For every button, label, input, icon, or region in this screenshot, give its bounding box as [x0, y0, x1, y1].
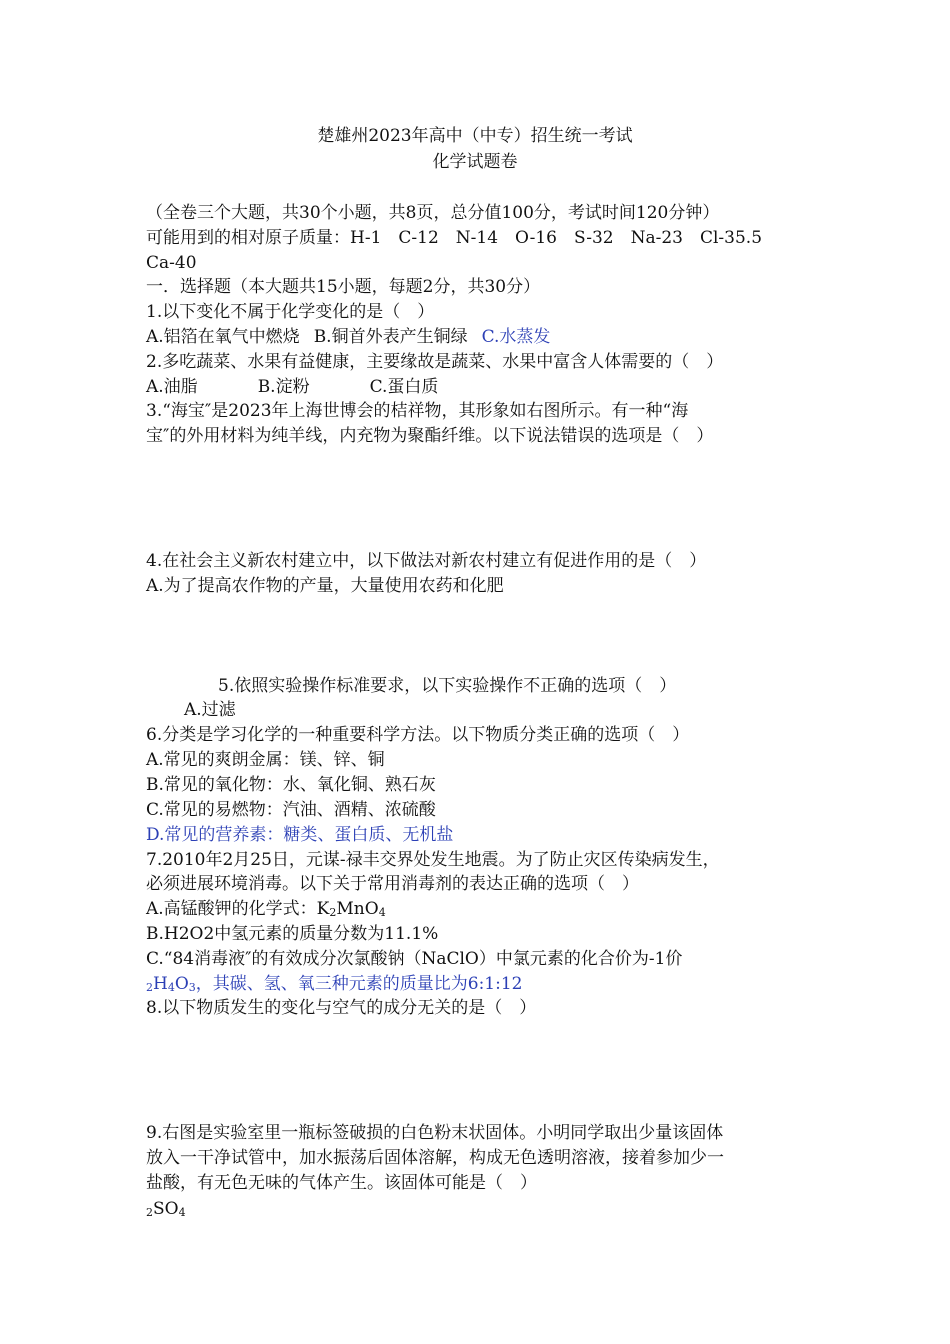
question-4-stem: 4.在社会主义新农村建立中，以下做法对新农村建立有促进作用的是（ ） — [146, 551, 707, 571]
exam-subtitle: 化学试题卷 — [432, 152, 518, 172]
question-7-option-d: $_2H_4O_3$，其碳、氢、氧三种元素的质量比为6:1:12 — [146, 974, 523, 994]
question-4-option-a: A.为了提高农作物的产量，大量使用农药和化肥 — [146, 576, 504, 596]
question-1-option-b: B.铜首外表产生铜绿 — [313, 327, 468, 347]
question-9-stem-line-1: 9.右图是实验室里一瓶标签破损的白色粉末状固体。小明同学取出少量该固体 — [146, 1123, 724, 1143]
question-7-option-a: A.高锰酸钾的化学式：$K_2MnO_4$ — [146, 899, 386, 919]
question-9-stem-line-2: 放入一干净试管中，加水振荡后固体溶解，构成无色透明溶液，接着参加少一 — [146, 1148, 724, 1168]
question-6-option-a: A.常见的爽朗金属：镁、锌、铜 — [146, 750, 385, 770]
atomic-mass-line-1: 可能用到的相对原子质量：H-1 C-12 N-14 O-16 S-32 Na-23 Cl-35.5 — [146, 228, 763, 248]
question-6-option-c: C.常见的易燃物：汽油、酒精、浓硫酸 — [146, 800, 436, 820]
question-3-stem-line-1: 3.“海宝″是2023年上海世博会的桔祥物，其形象如右图所示。有一种“海 — [146, 401, 689, 421]
exam-title: 楚雄州2023年高中（中专）招生统一考试 — [317, 126, 633, 146]
question-7-stem-line-1: 7.2010年2月25日，元谋-禄丰交界处发生地震。为了防止灾区传染病发生， — [146, 850, 720, 870]
question-8-stem: 8.以下物质发生的变化与空气的成分无关的是（ ） — [146, 998, 537, 1018]
question-9-option-fragment: $_2SO_4$ — [146, 1199, 186, 1219]
exam-info: （全卷三个大题，共30个小题，共8页，总分值100分，考试时间120分钟） — [146, 203, 720, 223]
question-6-option-b: B.常见的氧化物：水、氧化铜、熟石灰 — [146, 775, 436, 795]
question-2-options — [146, 375, 438, 399]
question-1-option-c: C.水蒸发 — [481, 327, 551, 347]
question-7-stem-line-2: 必须进展环境消毒。以下关于常用消毒剂的表达正确的选项（ ） — [146, 874, 639, 894]
question-7-option-c: C.“84消毒液″的有效成分次氯酸钠（NaClO）中氯元素的化合价为-1价 — [146, 949, 683, 969]
question-2-stem: 2.多吃蔬菜、水果有益健康，主要缘故是蔬菜、水果中富含人体需要的（ ） — [146, 352, 724, 372]
question-1-stem: 1.以下变化不属于化学变化的是（ ） — [146, 302, 435, 322]
question-1-options — [146, 325, 550, 349]
question-5-option-a: A.过滤 — [184, 700, 236, 720]
atomic-mass-line-2: Ca-40 — [146, 253, 197, 273]
question-3-stem-line-2: 宝″的外用材料为纯羊线，内充物为聚酯纤维。以下说法错误的选项是（ ） — [146, 426, 714, 446]
question-2-option-a: A.油脂 — [146, 377, 198, 397]
section-heading: 一．选择题（本大题共15小题，每题2分，共30分） — [146, 277, 541, 297]
question-5-stem: 5.依照实验操作标准要求，以下实验操作不正确的选项（ ） — [218, 676, 677, 696]
question-6-stem: 6.分类是学习化学的一种重要科学方法。以下物质分类正确的选项（ ） — [146, 725, 690, 745]
question-7-option-b: B.H2O2中氢元素的质量分数为11.1% — [146, 924, 439, 944]
question-1-option-a: A.铝箔在氧气中燃烧 — [146, 327, 300, 347]
question-9-stem-line-3: 盐酸，有无色无味的气体产生。该固体可能是（ ） — [146, 1173, 537, 1193]
question-6-option-d: D.常见的营养素：糖类、蛋白质、无机盐 — [146, 825, 454, 845]
question-2-option-b: B.淀粉 — [257, 377, 310, 397]
question-2-option-c: C.蛋白质 — [369, 377, 439, 397]
